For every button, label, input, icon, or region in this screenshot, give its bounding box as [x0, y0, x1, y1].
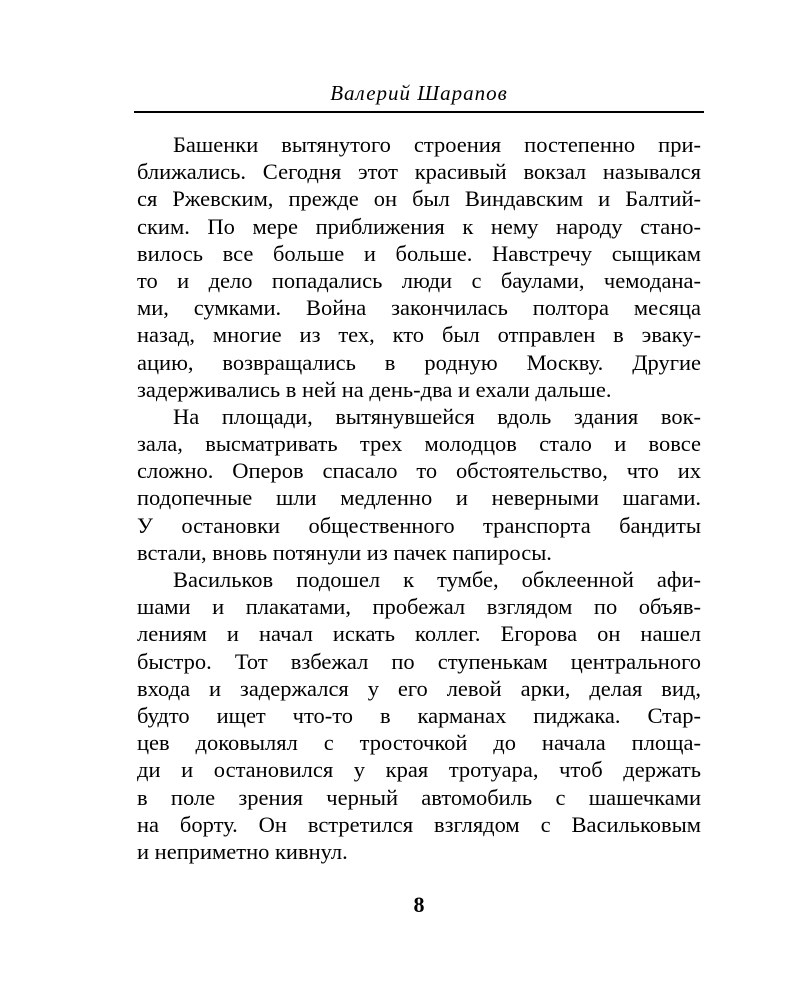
- text-line: ми, сумками. Война закончилась полтора месяца: [137, 295, 701, 321]
- text-line: подопечные шли медленно и неверными шагами.: [137, 485, 701, 511]
- text-line: будто ищет что-то в карманах пиджака. Стар-: [137, 702, 701, 728]
- text-line: цев доковылял с тросточкой до начала площа-: [137, 730, 701, 756]
- text-line: Васильков подошел к тумбе, обклеенной афи-: [173, 567, 701, 592]
- text-line: ближались. Сегодня этот красивый вокзал назывался: [137, 159, 701, 185]
- text-line: лениям и начал искать коллег. Егорова он нашел: [137, 621, 701, 647]
- text-line: У остановки общественного транспорта бандиты: [137, 512, 701, 538]
- text-line: задерживались в ней на день-два и ехали дальше.: [137, 376, 612, 402]
- page-number: 8: [413, 892, 425, 917]
- text-line: Башенки вытянутого строения постепенно при-: [173, 132, 701, 157]
- paragraph-2: [137, 403, 701, 566]
- text-line: ся Ржевским, прежде он был Виндавским и Балтий-: [137, 186, 701, 212]
- running-head-author: Валерий Шарапов: [330, 81, 508, 105]
- paragraph-1: [137, 131, 701, 403]
- text-line: встали, вновь потянули из пачек папиросы.: [137, 539, 552, 565]
- text-line: ским. По мере приближения к нему народу стано-: [137, 213, 701, 239]
- text-line: зала, высматривать трех молодцов стало и вовсе: [137, 431, 701, 457]
- text-line: вилось все больше и больше. Навстречу сыщикам: [137, 240, 701, 266]
- text-line: быстро. Тот взбежал по ступенькам центрального: [137, 648, 701, 674]
- text-line: ди и остановился у края тротуара, чтоб держать: [137, 757, 701, 783]
- text-line: входа и задержался у его левой арки, делая вид,: [137, 675, 701, 701]
- text-line: ацию, возвращались в родную Москву. Другие: [137, 349, 701, 375]
- text-line: шами и плакатами, пробежал взглядом по объяв-: [137, 594, 701, 620]
- text-line: и неприметно кивнул.: [137, 838, 348, 864]
- text-line: на борту. Он встретился взглядом с Васильковым: [137, 811, 701, 837]
- text-line: На площади, вытянувшейся вдоль здания вок-: [173, 403, 701, 429]
- text-line: в поле зрения черный автомобиль с шашечками: [137, 784, 701, 810]
- text-line: назад, многие из тех, кто был отправлен в эваку-: [137, 322, 701, 348]
- text-line: то и дело попадались люди с баулами, чемодана-: [137, 267, 701, 293]
- page-header: [134, 78, 704, 113]
- paragraph-3: [137, 566, 701, 865]
- body-text: [137, 131, 701, 865]
- text-line: сложно. Оперов спасало то обстоятельство, что их: [137, 458, 701, 484]
